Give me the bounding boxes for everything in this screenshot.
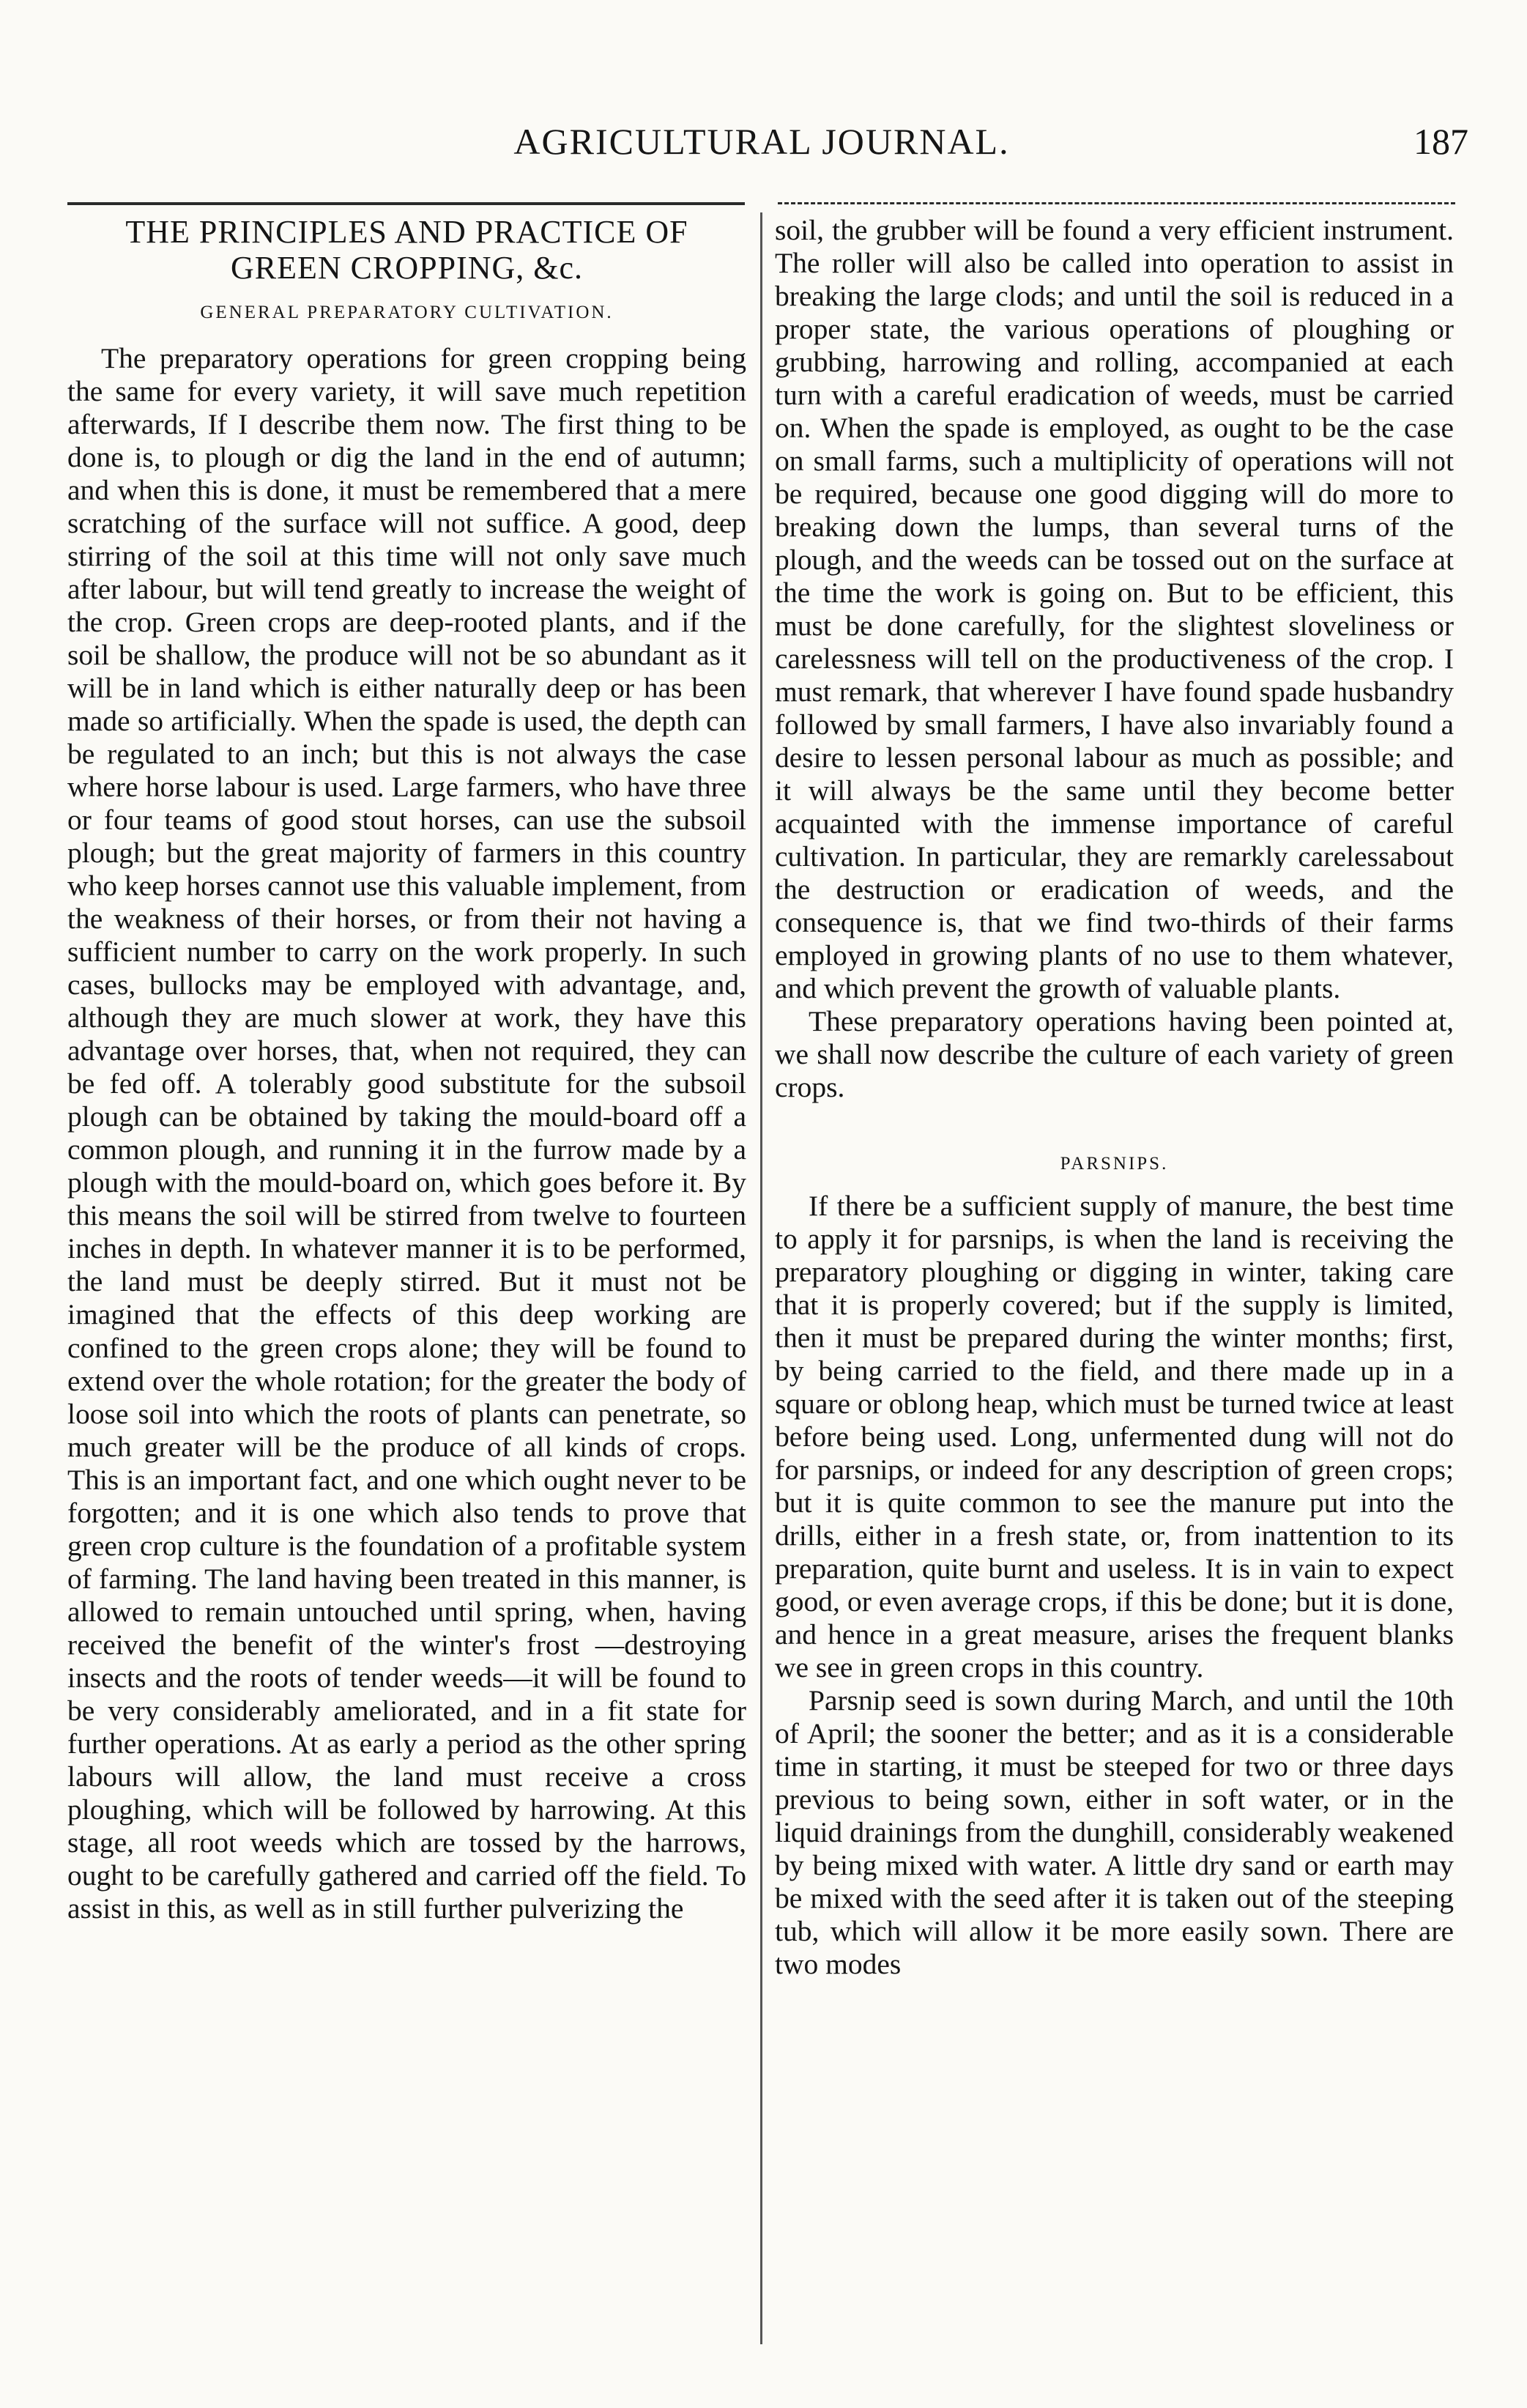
left-column [67,214,746,1925]
page-number: 187 [1413,121,1468,162]
transition-paragraph: These preparatory operations having been pointed at, we shall now describe the culture of each variety of green crops. [775,1005,1454,1104]
running-title: AGRICULTURAL JOURNAL. [513,121,1010,162]
article-title: THE PRINCIPLES AND PRACTICE OF GREEN CROPPING, &c. [125,214,688,286]
right-column [775,214,1454,1981]
parsnips-paragraph-2: Parsnip seed is sown during March, and until the 10th of April; the sooner the better; and as it is a considerable time in starting, it must be steeped for two or three days previous to being sown, either in soft water, or in the liquid drainings from the dunghill, considerably weakened by being mixed with water. A little dry sand or earth may be mixed with the seed after it is taken out of the steeping tub, which will allow it be more easily sown. There are two modes [775,1684,1454,1981]
running-head [0,123,1527,182]
header-rule-right [778,202,1455,204]
header-rule-left [67,202,745,205]
parsnips-heading: PARSNIPS. [1060,1154,1169,1174]
column-divider [760,212,762,2344]
parsnips-paragraph-1: If there be a sufficient supply of manure, the best time to apply it for parsnips, is when the land is receiving the preparatory ploughing or digging in winter, taking care that it is properly covered; but if the supply is limited, then it must be prepared during the winter months; first, by being carried to the field, and there made up in a square or oblong heap, which must be turned twice at least before being used. Long, unfermented dung will not do for parsnips, or indeed for any description of green crops; but it is quite common to see the manure put into the drills, either in a fresh state, or, from inattention to its preparation, quite burnt and useless. It is in vain to expect good, or even average crops, if this be done; but it is done, and hence in a great measure, arises the frequent blanks we see in green crops in this country. [775,1189,1454,1684]
continued-paragraph: soil, the grubber will be found a very efficient instrument. The roller will also be called into operation to assist in breaking the large clods; and until the soil is reduced in a proper state, the various operations of ploughing or grubbing, harrowing and rolling, accompanied at each turn with a careful eradication of weeds, must be carried on. When the spade is employed, as ought to be the case on small farms, such a multiplicity of operations will not be required, because one good digging will do more to breaking down the lumps, than several turns of the plough, and the weeds can be tossed out on the surface at the time the work is going on. But to be efficient, this must be done carefully, for the slightest sloveliness or carelessness will tell on the productiveness of the crop. I must remark, that wherever I have found spade husbandry followed by small farmers, I have also invariably found a desire to lessen personal labour as much as possible; and it will always be the same until they become better acquainted with the immense importance of careful cultivation. In particular, they are remarkly carelessabout the destruction or eradication of weeds, and the consequence is, that we find two-thirds of their farms employed in growing plants of no use to them whatever, and which prevent the growth of valuable plants. [775,214,1454,1005]
section-heading: GENERAL PREPARATORY CULTIVATION. [200,302,614,322]
body-paragraph: The preparatory operations for green cropping being the same for every variety, it will save much repetition afterwards, If I describe them now. The first thing to be done is, to plough or dig the land in the end of autumn; and when this is done, it must be remembered that a mere scratching of the surface will not suffice. A good, deep stirring of the soil at this time will not only save much after labour, but will tend greatly to increase the weight of the crop. Green crops are deep-rooted plants, and if the soil be shallow, the produce will not be so abundant as it will be in land which is either naturally deep or has been made so artificially. When the spade is used, the depth can be regulated to an inch; but this is not always the case where horse labour is used. Large farmers, who have three or four teams of good stout horses, can use the subsoil plough; but the great majority of farmers in this country who keep horses cannot use this valuable implement, from the weakness of their horses, or from their not having a sufficient number to carry on the work properly. In such cases, bullocks may be employed with advantage, and, although they are much slower at work, they have this advantage over horses, that, when not required, they can be fed off. A tolerably good substitute for the subsoil plough can be obtained by taking the mould-board off a common plough, and running it in the furrow made by a plough with the mould-board on, which goes before it. By this means the soil will be stirred from twelve to fourteen inches in depth. In whatever manner it is to be performed, the land must be deeply stirred. But it must not be imagined that the effects of this deep working are confined to the green crops alone; they will be found to extend over the whole rotation; for the greater the body of loose soil into which the roots of plants can penetrate, so much greater will be the produce of all kinds of crops. This is an important fact, and one which ought never to be forgotten; and it is one which also tends to prove that green crop culture is the foundation of a profitable system of farming. The land having been treated in this manner, is allowed to remain untouched until spring, when, having received the benefit of the winter's frost —destroying insects and the roots of tender weeds—it will be found to be very considerably ameliorated, and in a fit state for further operations. At as early a period as the other spring labours will allow, the land must receive a cross ploughing, which will be followed by harrowing. At this stage, all root weeds which are tossed by the harrows, ought to be carefully gathered and carried off the field. To assist in this, as well as in still further pulverizing the [67,342,746,1924]
